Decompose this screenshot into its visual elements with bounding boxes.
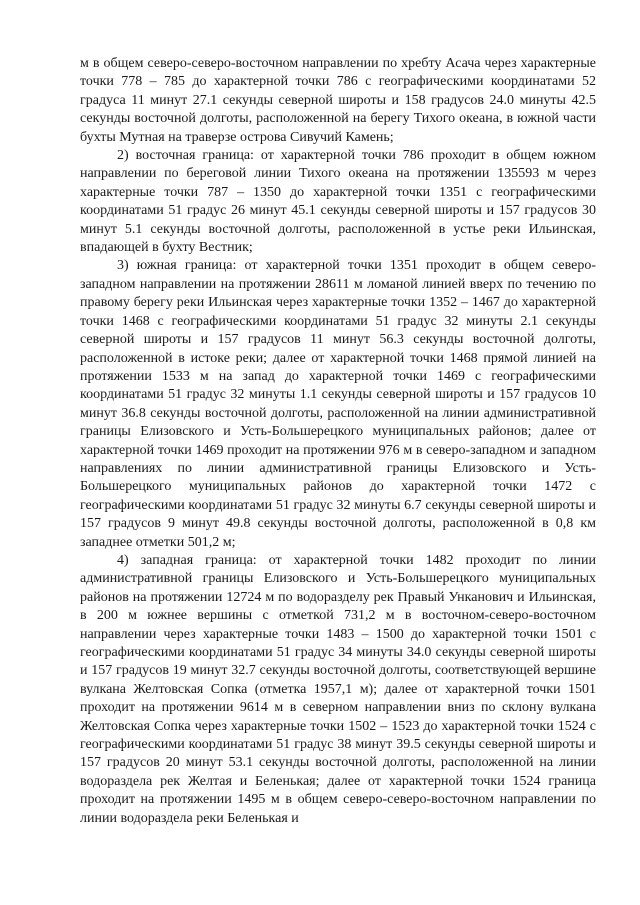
paragraph-western-boundary: 4) западная граница: от характерной точки 1482 проходит по линии административной границы Елизовского и Усть-Большерецкого муниципальных районов на протяжении 12724 м по водоразделу рек Правый Унканович и Ильинская, в 200 м южнее вершины с отметкой 731,2 м в восточном-северо-восточном направлении через характерные точки 1483 – 1500 до характерной точки 1501 с географическими координатами 51 градус 34 минуты 34.0 секунды северной широты и 157 градусов 19 минут 32.7 секунды восточной долготы, соответствующей вершине вулкана Желтовская Сопка (отметка 1957,1 м); далее от характерной точки 1501 проходит на протяжении 9614 м в северном направлении вниз по склону вулкана Желтовская Сопка через характерные точки 1502 – 1523 до характерной точки 1524 с географическими координатами 51 градус 38 минут 39.5 секунды северной широты и 157 градусов 20 минут 53.1 секунды восточной долготы, расположенной на линии водораздела рек Желтая и Беленькая; далее от характерной точки 1524 граница проходит на протяжении 1495 м в общем северо-северо-восточном направлении по линии водораздела реки Беленькая и: [80, 552, 596, 826]
paragraph-continuation: м в общем северо-северо-восточном направлении по хребту Асача через характерные точки 778 – 785 до характерной точки 786 с географическими координатами 52 градуса 11 минут 27.1 секунды северной широты и 158 градусов 24.0 минуты 42.5 секунды восточной долготы, расположенной на берегу Тихого океана, в южной части бухты Мутная на траверзе острова Сивучий Камень;: [80, 56, 596, 145]
document-body: [80, 55, 596, 828]
paragraph-southern-boundary: 3) южная граница: от характерной точки 1351 проходит в общем северо-западном направлении на протяжении 28611 м ломаной линией вверх по течению по правому берегу реки Ильинская через характерные точки 1352 – 1467 до характерной точки 1468 с географическими координатами 51 градус 32 минуты 2.1 секунды северной широты и 157 градусов 11 минут 56.3 секунды восточной долготы, расположенной в истоке реки; далее от характерной точки 1468 прямой линией на протяжении 1533 м на запад до характерной точки 1469 с географическими координатами 51 градус 32 минуты 1.1 секунды северной широты и 157 градусов 10 минут 36.8 секунды восточной долготы, расположенной на линии административной границы Елизовского и Усть-Большерецкого муниципальных районов; далее от характерной точки 1469 проходит на протяжении 976 м в северо-западном и западном направлениях по линии административной границы Елизовского и Усть-Большерецкого муниципальных районов до характерной точки 1472 с географическими координатами 51 градус 32 минуты 6.7 секунды северной широты и 157 градусов 9 минут 49.8 секунды восточной долготы, расположенной в 0,8 км западнее отметки 501,2 м;: [80, 258, 596, 550]
paragraph-eastern-boundary: 2) восточная граница: от характерной точки 786 проходит в общем южном направлении по береговой линии Тихого океана на протяжении 135593 м через характерные точки 787 – 1350 до характерной точки 1351 с географическими координатами 51 градус 26 минут 45.1 секунды северной широты и 157 градусов 30 минут 5.1 секунды восточной долготы, расположенной в устье реки Ильинская, впадающей в бухту Вестник;: [80, 148, 596, 256]
